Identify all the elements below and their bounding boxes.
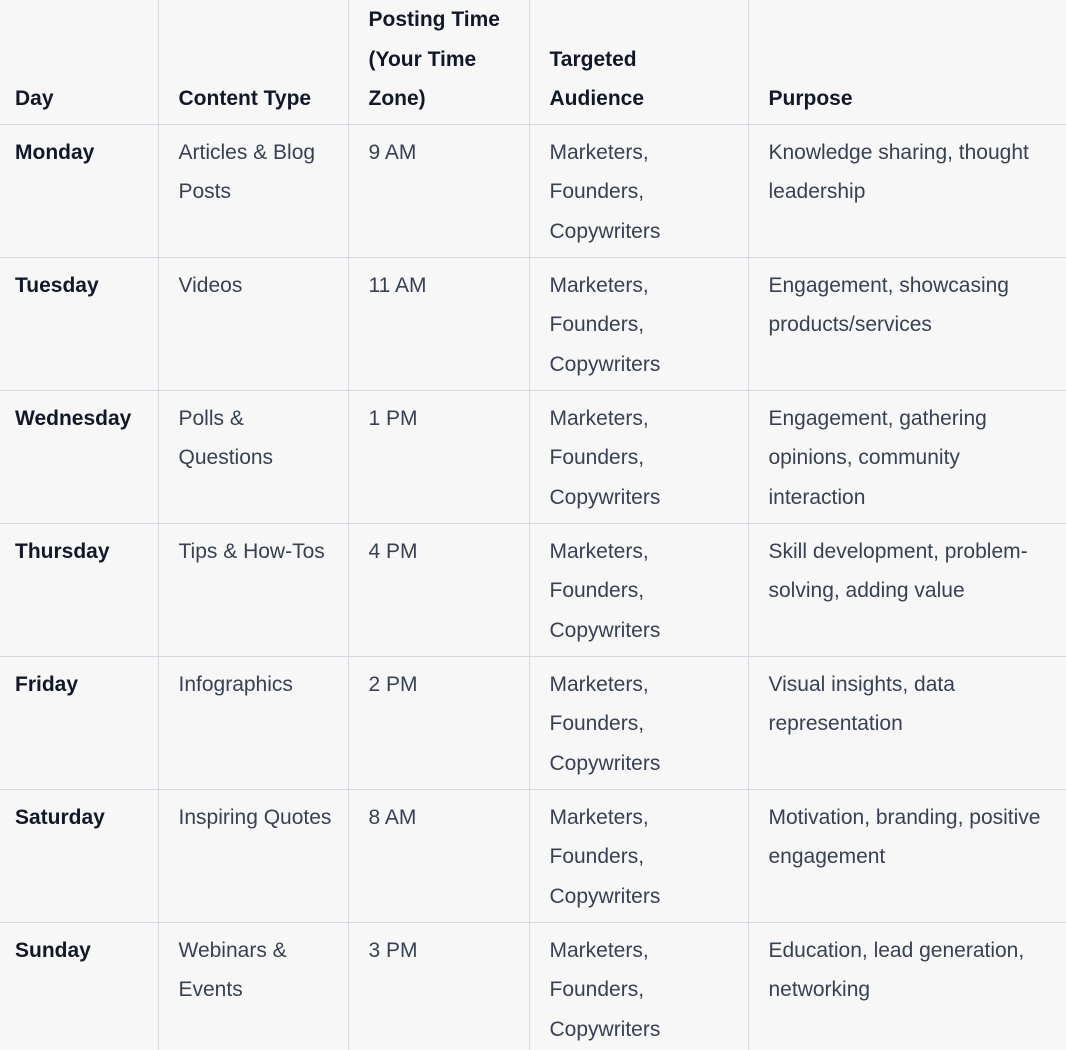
header-content-type: Content Type xyxy=(158,0,348,124)
cell-posting-time: 9 AM xyxy=(348,124,529,257)
cell-posting-time: 1 PM xyxy=(348,390,529,523)
cell-audience: Marketers, Founders, Copywriters xyxy=(529,789,748,922)
header-row xyxy=(0,0,1066,124)
table-header xyxy=(0,0,1066,124)
cell-audience: Marketers, Founders, Copywriters xyxy=(529,390,748,523)
cell-purpose: Motivation, branding, positive engagement xyxy=(748,789,1066,922)
cell-purpose: Visual insights, data representation xyxy=(748,656,1066,789)
cell-purpose: Skill development, problem-solving, adding value xyxy=(748,523,1066,656)
cell-content-type: Infographics xyxy=(158,656,348,789)
cell-posting-time: 2 PM xyxy=(348,656,529,789)
cell-content-type: Polls & Questions xyxy=(158,390,348,523)
cell-purpose: Engagement, gathering opinions, community interaction xyxy=(748,390,1066,523)
table-row xyxy=(0,922,1066,1050)
table-row xyxy=(0,390,1066,523)
cell-day: Monday xyxy=(0,124,158,257)
cell-content-type: Videos xyxy=(158,257,348,390)
cell-content-type: Tips & How-Tos xyxy=(158,523,348,656)
table-row xyxy=(0,789,1066,922)
cell-day: Saturday xyxy=(0,789,158,922)
cell-audience: Marketers, Founders, Copywriters xyxy=(529,523,748,656)
cell-day: Wednesday xyxy=(0,390,158,523)
cell-audience: Marketers, Founders, Copywriters xyxy=(529,922,748,1050)
header-day: Day xyxy=(0,0,158,124)
cell-day: Friday xyxy=(0,656,158,789)
cell-purpose: Knowledge sharing, thought leadership xyxy=(748,124,1066,257)
cell-purpose: Education, lead generation, networking xyxy=(748,922,1066,1050)
cell-audience: Marketers, Founders, Copywriters xyxy=(529,257,748,390)
header-purpose: Purpose xyxy=(748,0,1066,124)
table-row xyxy=(0,257,1066,390)
table-body xyxy=(0,124,1066,1050)
table-row xyxy=(0,656,1066,789)
cell-posting-time: 3 PM xyxy=(348,922,529,1050)
table-row xyxy=(0,124,1066,257)
cell-content-type: Articles & Blog Posts xyxy=(158,124,348,257)
header-audience: Targeted Audience xyxy=(529,0,748,124)
cell-posting-time: 4 PM xyxy=(348,523,529,656)
cell-audience: Marketers, Founders, Copywriters xyxy=(529,656,748,789)
cell-purpose: Engagement, showcasing products/services xyxy=(748,257,1066,390)
cell-day: Tuesday xyxy=(0,257,158,390)
cell-audience: Marketers, Founders, Copywriters xyxy=(529,124,748,257)
cell-content-type: Webinars & Events xyxy=(158,922,348,1050)
cell-content-type: Inspiring Quotes xyxy=(158,789,348,922)
cell-posting-time: 8 AM xyxy=(348,789,529,922)
cell-posting-time: 11 AM xyxy=(348,257,529,390)
header-posting-time: Posting Time (Your Time Zone) xyxy=(348,0,529,124)
cell-day: Thursday xyxy=(0,523,158,656)
table-row xyxy=(0,523,1066,656)
cell-day: Sunday xyxy=(15,938,91,962)
